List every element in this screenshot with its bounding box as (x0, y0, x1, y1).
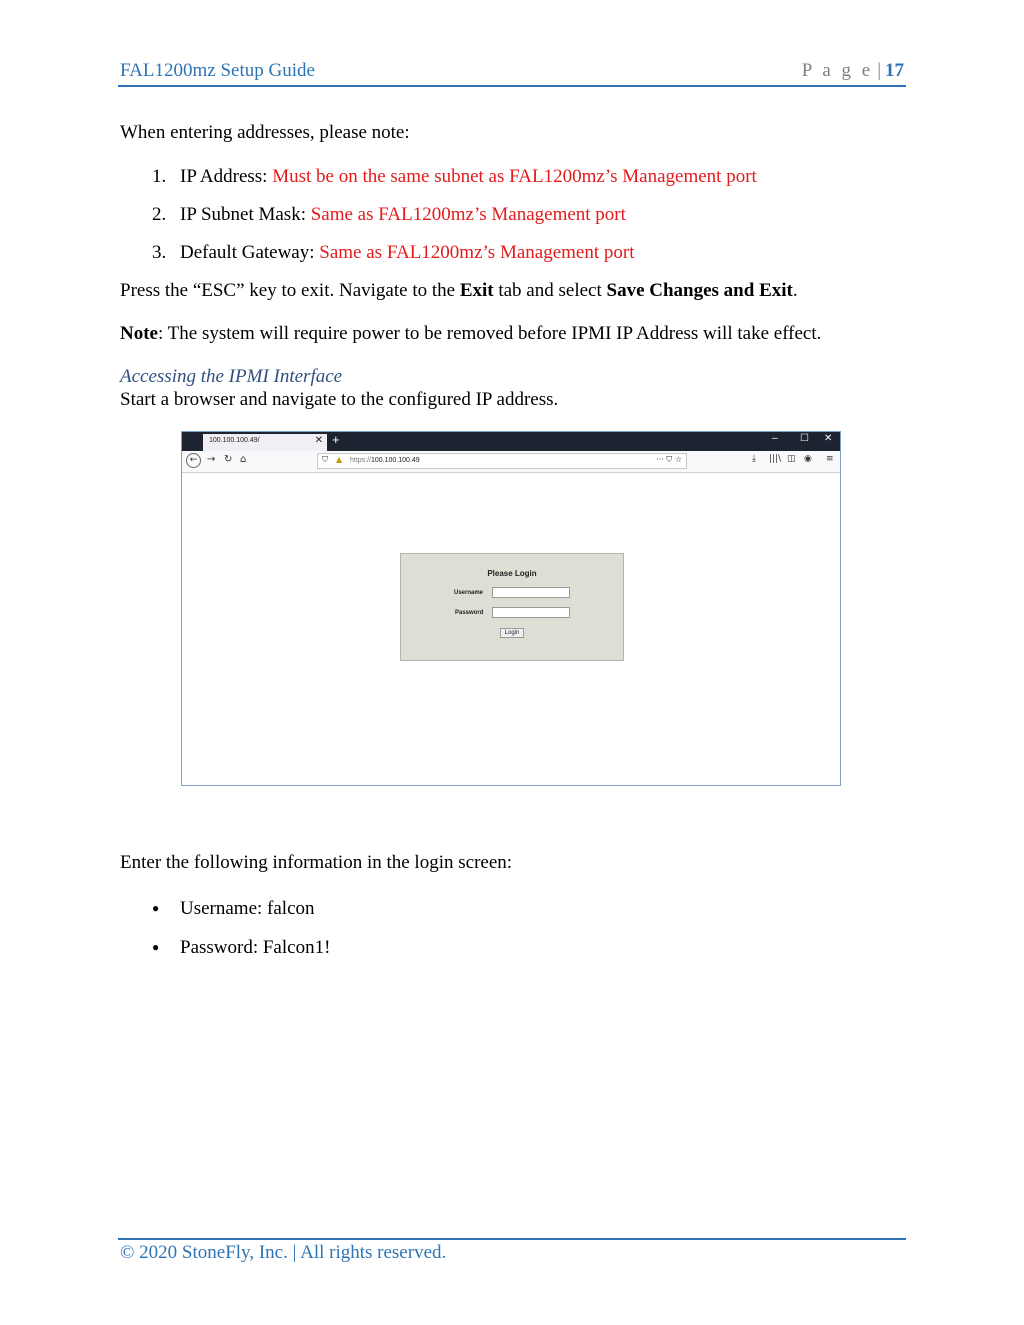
login-title: Please Login (487, 569, 537, 578)
close-icon[interactable]: ✕ (314, 435, 323, 446)
page-actions-icon[interactable]: ··· ⛉ ☆ (656, 455, 682, 464)
tab-title: 100.100.100.49/ (209, 437, 260, 444)
new-tab-icon[interactable]: + (332, 432, 340, 447)
browser-screenshot (181, 431, 841, 786)
page-number: 17 (885, 60, 904, 81)
sidebar-icon[interactable]: ◫ (787, 454, 796, 464)
account-icon[interactable]: ◉ (804, 454, 812, 464)
bullet-icon: ● (152, 901, 160, 915)
reload-icon[interactable]: ↻ (224, 454, 233, 465)
window-close-icon[interactable]: ✕ (824, 433, 833, 444)
minimize-icon[interactable]: – (772, 433, 778, 444)
list-item: 3. Default Gateway: Same as FAL1200mz’s Management port (152, 242, 635, 263)
bullet-icon: ● (152, 940, 160, 954)
header-rule (118, 85, 906, 87)
note-text: Note: The system will require power to be removed before IPMI IP Address will take effect. (120, 323, 822, 344)
browser-nav-bar (182, 451, 840, 473)
download-icon[interactable]: ⤓ (752, 454, 756, 464)
password-label: Password (455, 610, 484, 616)
browser-tab[interactable] (203, 434, 327, 451)
username-label: Username (454, 590, 484, 596)
library-icon[interactable]: |||\ (769, 454, 782, 464)
header-title: FAL1200mz Setup Guide (120, 60, 315, 81)
list-item: ● Password: Falcon1! (152, 937, 331, 958)
list-item: 1. IP Address: Must be on the same subnet as FAL1200mz’s Management port (152, 166, 757, 187)
exit-instruction: Press the “ESC” key to exit. Navigate to the Exit tab and select Save Changes and Exit. (120, 280, 798, 301)
list-item: 2. IP Subnet Mask: Same as FAL1200mz’s Management port (152, 204, 626, 225)
page-number-label (802, 60, 904, 82)
footer-rule (118, 1238, 906, 1240)
section-heading: Accessing the IPMI Interface (120, 366, 343, 387)
url-bar[interactable] (317, 453, 687, 469)
password-input[interactable] (492, 607, 570, 618)
username-input[interactable] (492, 587, 570, 598)
footer-text: © 2020 StoneFly, Inc. | All rights reserved. (120, 1242, 447, 1263)
login-button[interactable]: Login (500, 628, 524, 638)
browser-tab-bar (182, 432, 840, 451)
shield-icon: ⛉ (322, 455, 328, 464)
section-text: Start a browser and navigate to the configured IP address. (120, 389, 559, 410)
lock-warning-icon: ▲ (336, 455, 343, 464)
login-intro: Enter the following information in the login screen: (120, 852, 513, 873)
back-arrow-icon[interactable]: ← (186, 453, 201, 468)
forward-arrow-icon[interactable]: → (207, 454, 216, 465)
page-separator: | (877, 60, 881, 81)
login-dialog (400, 553, 624, 661)
maximize-icon[interactable]: ☐ (800, 433, 809, 444)
page-label: P a g e (801, 60, 874, 81)
url-text: https://100.100.100.49 (350, 457, 420, 464)
home-icon[interactable]: ⌂ (240, 454, 247, 465)
menu-icon[interactable]: ≡ (826, 454, 834, 464)
intro-text: When entering addresses, please note: (120, 122, 410, 143)
list-item: ● Username: falcon (152, 898, 315, 919)
